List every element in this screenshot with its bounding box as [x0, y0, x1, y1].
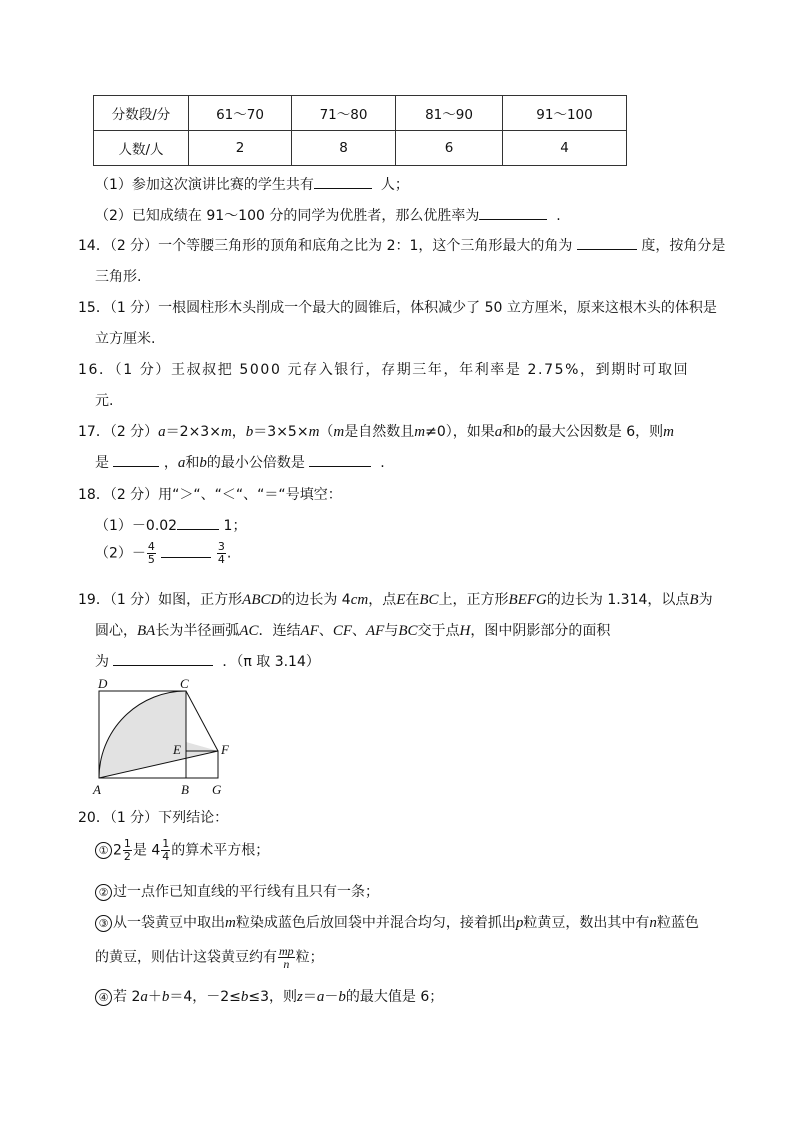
item-marker: ①	[95, 842, 112, 859]
label-g: G	[212, 782, 222, 797]
table-cell: 81～90	[396, 96, 503, 131]
label-f: F	[221, 742, 229, 757]
fraction: $\frac{4}{5}$	[147, 540, 155, 566]
answer-blank	[113, 651, 213, 666]
q18-part1: （1）－0.02 1；	[95, 515, 246, 535]
q13-part2: （2）已知成绩在 91～100 分的同学为优胜者，那么优胜率为 .	[95, 205, 561, 225]
answer-blank	[479, 205, 547, 220]
answer-blank	[113, 452, 159, 467]
q20-statement-4: ④ 若 2a＋b＝4，－2≤b≤3，则z＝a－b的最大值是 6；	[95, 986, 443, 1006]
q15-line2: 立方厘米.	[95, 331, 156, 347]
q16-line2: 元.	[95, 393, 114, 409]
q20-statement-3: ③ 从一袋黄豆中取出m粒染成蓝色后放回袋中并混合均匀，接着抓出p粒黄豆，数出其中有n粒蓝色	[95, 912, 699, 932]
q13-part1: （1）参加这次演讲比赛的学生共有 人；	[95, 174, 409, 194]
q18-part2: （2）－ $\frac{4}{5}$ $\frac{3}{4}$ .	[95, 540, 232, 566]
item-marker: ②	[95, 884, 112, 901]
table-row	[94, 96, 627, 131]
q15-line1: 15．（1 分）一根圆柱形木头削成一个最大的圆锥后，体积减少了 50 立方厘米，原来这根木头的体积是	[78, 300, 717, 316]
label-e: E	[173, 742, 181, 757]
q20-statement-3-cont: 的黄豆，则估计这袋黄豆约有 $\frac{mp}{n}$ 粒；	[95, 944, 324, 971]
answer-blank	[177, 515, 219, 530]
q19-geometry-figure	[88, 674, 238, 800]
answer-blank	[161, 543, 211, 558]
item-marker: ④	[95, 989, 112, 1006]
table-cell: 人数/人	[94, 131, 189, 166]
score-table	[93, 95, 627, 166]
q18-title: 18．（2 分）用“＞“、“＜“、“＝“号填空：	[78, 487, 342, 503]
answer-blank	[577, 235, 637, 250]
label-c: C	[180, 676, 189, 691]
q19-line2: 圆心，BA长为半径画弧AC．连结AF、CF、AF与BC交于点H，图中阴影部分的面积	[95, 623, 611, 639]
table-cell: 61～70	[189, 96, 292, 131]
q17-line1: 17．（2 分）a＝2×3×m，b＝3×5×m（m是自然数且m≠0），如果a和b的最大公因数是 6，则m	[78, 424, 674, 440]
label-d: D	[98, 676, 108, 691]
table-cell: 6	[396, 131, 503, 166]
q16-line1: 16．（1 分）王叔叔把 5000 元存入银行，存期三年，年利率是 2.75%，到期时可取回	[78, 362, 690, 378]
q20-statement-2: ② 过一点作已知直线的平行线有且只有一条；	[95, 881, 379, 901]
fraction: $\frac{3}{4}$	[217, 540, 225, 566]
table-cell: 71～80	[292, 96, 396, 131]
table-cell: 8	[292, 131, 396, 166]
table-cell: 2	[189, 131, 292, 166]
answer-blank	[314, 174, 372, 189]
q14-line2: 三角形.	[95, 269, 142, 285]
table-cell: 91～100	[503, 96, 627, 131]
q20-statement-1: ① 2 $\frac{1}{2}$ 是 4 $\frac{1}{4}$ 的算术平方根；	[95, 838, 269, 863]
table-row	[94, 131, 627, 166]
table-cell: 分数段/分	[94, 96, 189, 131]
answer-blank	[309, 452, 371, 467]
fraction: $\frac{1}{2}$	[123, 837, 131, 863]
q17-line2: 是 ，a和b的最小公倍数是 .	[95, 452, 385, 472]
q19-line1: 19．（1 分）如图，正方形ABCD的边长为 4cm，点E在BC上，正方形BEFG的边长为 1.314，以点B为	[78, 592, 713, 608]
segment-cf	[186, 691, 218, 751]
table-cell: 4	[503, 131, 627, 166]
q14-line1: 14．（2 分）一个等腰三角形的顶角和底角之比为 2：1，这个三角形最大的角为 度，按角分是	[78, 235, 725, 255]
q20-title: 20．（1 分）下列结论：	[78, 810, 229, 826]
item-marker: ③	[95, 915, 112, 932]
label-b: B	[181, 782, 189, 797]
label-a: A	[93, 782, 101, 797]
fraction: $\frac{1}{4}$	[162, 837, 170, 863]
fraction: $\frac{mp}{n}$	[279, 944, 294, 971]
q19-line3: 为 ．（π 取 3.14）	[95, 651, 320, 671]
